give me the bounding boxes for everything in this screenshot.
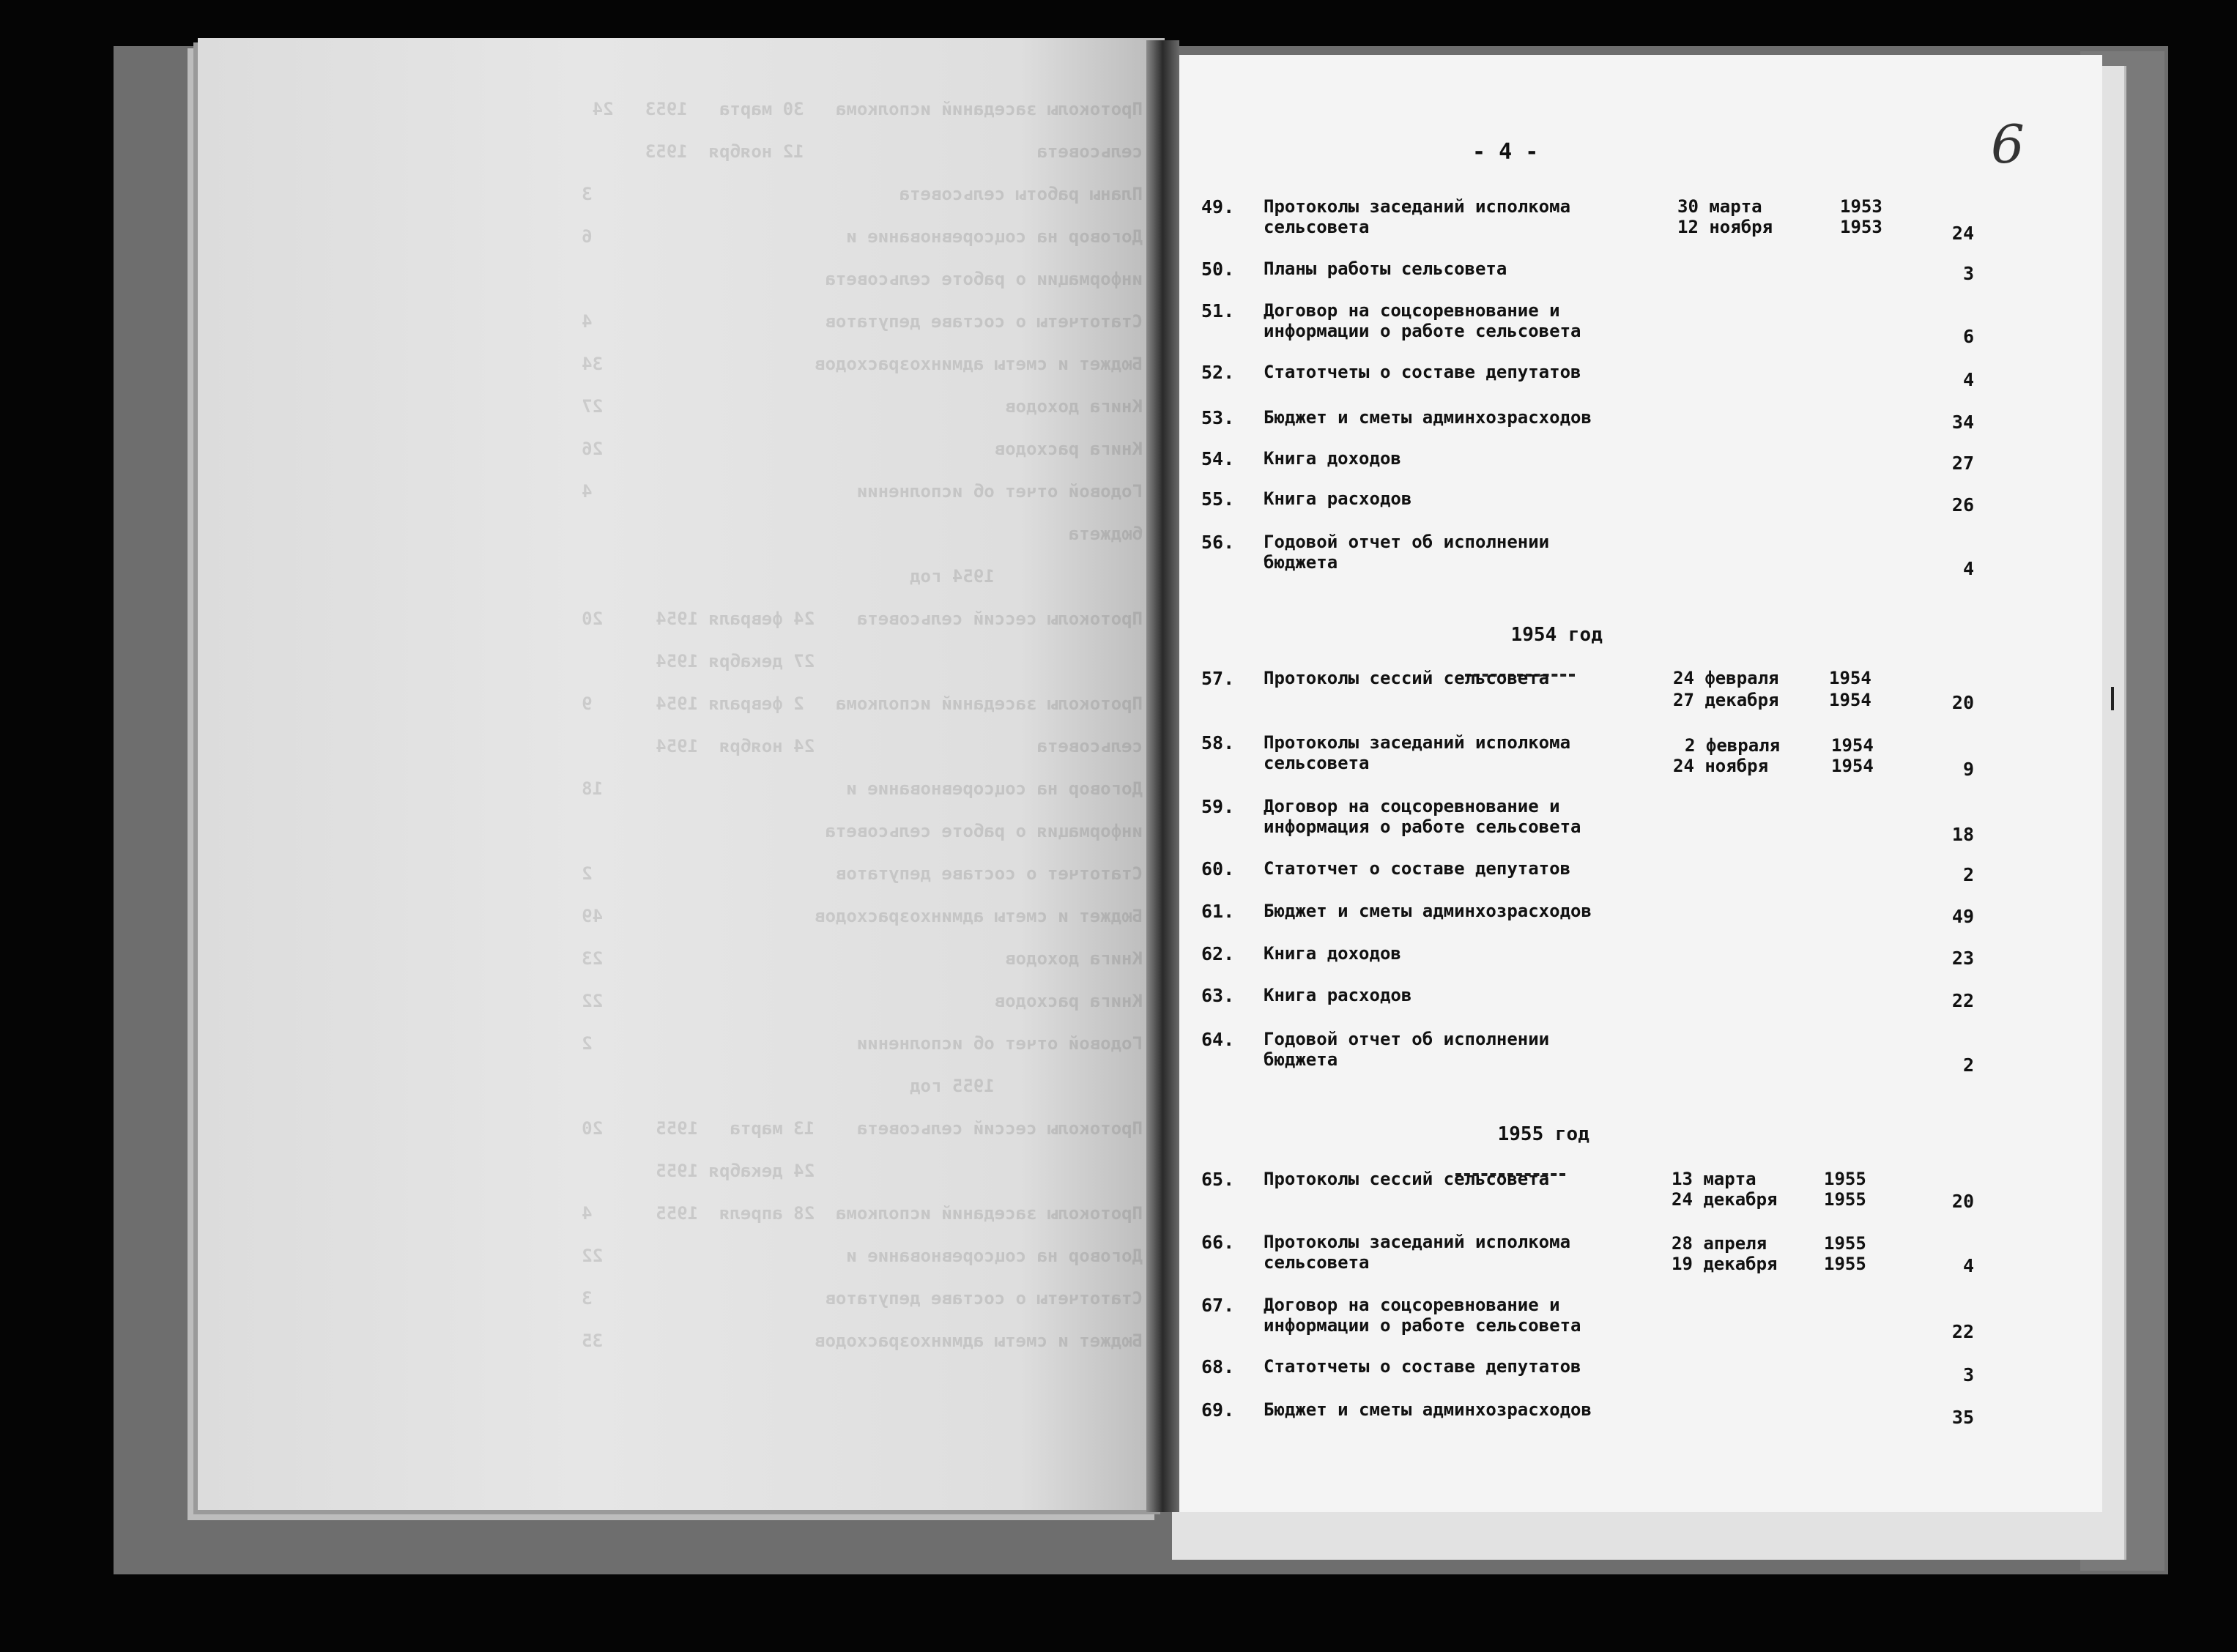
entry-number: 64.	[1201, 1029, 1235, 1050]
entry-date-end: 27 декабря	[1673, 690, 1779, 710]
entry-date-start: 30 марта	[1677, 196, 1762, 217]
entry-number: 59.	[1201, 796, 1235, 817]
entry-51	[0, 300, 2237, 347]
entry-68	[0, 1356, 2237, 1400]
entry-number: 60.	[1201, 858, 1235, 879]
entry-title: Годовой отчет об исполнении бюджета	[1264, 532, 1550, 573]
entry-sheet-count: 24	[1951, 223, 1974, 244]
entry-sheet-count: 4	[1962, 369, 1974, 390]
entry-64	[0, 1029, 2237, 1076]
entry-63	[0, 985, 2237, 1029]
entry-date-end: 19 декабря	[1672, 1254, 1778, 1274]
entry-65	[0, 1169, 2237, 1213]
entry-sheet-count: 27	[1951, 453, 1974, 474]
entry-title: Договор на соцсоревнование и информации о работе сельсовета	[1264, 300, 1581, 341]
entry-sheet-count: 20	[1951, 692, 1974, 713]
entry-title: Договор на соцсоревнование и информации о работе сельсовета	[1264, 1295, 1581, 1336]
entry-title: Протоколы заседаний исполкома сельсовета	[1264, 732, 1571, 773]
entry-62	[0, 943, 2237, 987]
entry-title: Бюджет и сметы админхозрасходов	[1264, 901, 1592, 921]
entry-number: 69.	[1201, 1399, 1235, 1421]
entry-title: Статотчеты о составе депутатов	[1264, 1356, 1581, 1377]
entry-date-start: 2 февраля	[1685, 735, 1781, 756]
entry-sheet-count: 6	[1962, 326, 1974, 347]
entry-number: 63.	[1201, 985, 1235, 1006]
entry-year-end: 1954	[1829, 690, 1871, 710]
entry-title: Книга расходов	[1264, 488, 1412, 509]
entry-60	[0, 858, 2237, 902]
entry-57	[0, 668, 2237, 712]
entry-title: Протоколы сессий сельсовета	[1264, 1169, 1550, 1189]
entry-number: 65.	[1201, 1169, 1235, 1190]
entry-53	[0, 407, 2237, 451]
entry-year-end: 1954	[1831, 756, 1874, 776]
entry-year-start: 1954	[1829, 668, 1871, 688]
entry-sheet-count: 4	[1962, 558, 1974, 579]
entry-61	[0, 901, 2237, 945]
entry-66	[0, 1232, 2237, 1276]
entry-sheet-count: 23	[1951, 948, 1974, 969]
entry-title: Бюджет и сметы админхозрасходов	[1264, 407, 1592, 428]
entry-title: Договор на соцсоревнование и информация о работе сельсовета	[1264, 796, 1581, 837]
entry-number: 66.	[1201, 1232, 1235, 1253]
entry-sheet-count: 20	[1951, 1191, 1974, 1212]
entry-number: 68.	[1201, 1356, 1235, 1377]
year-heading-label: 1955 год	[1497, 1123, 1589, 1145]
entry-year-end: 1953	[1840, 217, 1882, 237]
entry-year-start: 1954	[1831, 735, 1874, 756]
entry-title: Статотчет о составе депутатов	[1264, 858, 1571, 879]
entry-sheet-count: 22	[1951, 1321, 1974, 1342]
entry-54	[0, 448, 2237, 492]
entry-number: 57.	[1201, 668, 1235, 689]
entry-number: 53.	[1201, 407, 1235, 428]
entry-title: Планы работы сельсовета	[1264, 258, 1507, 279]
entry-date-start: 24 февраля	[1673, 668, 1779, 688]
entry-title: Протоколы заседаний исполкома сельсовета	[1264, 196, 1571, 237]
entry-date-end: 12 ноября	[1677, 217, 1773, 237]
entry-title: Бюджет и сметы админхозрасходов	[1264, 1399, 1592, 1420]
entry-sheet-count: 22	[1951, 990, 1974, 1011]
entry-sheet-count: 3	[1962, 1364, 1974, 1385]
entry-number: 51.	[1201, 300, 1235, 321]
entry-year-end: 1955	[1824, 1189, 1866, 1210]
entry-number: 54.	[1201, 448, 1235, 469]
entry-title: Годовой отчет об исполнении бюджета	[1264, 1029, 1550, 1070]
entry-number: 50.	[1201, 258, 1235, 280]
entry-title: Протоколы заседаний исполкома сельсовета	[1264, 1232, 1571, 1273]
entry-52	[0, 362, 2237, 406]
entry-sheet-count: 2	[1962, 1054, 1974, 1076]
entry-55	[0, 488, 2237, 532]
entry-sheet-count: 35	[1951, 1407, 1974, 1428]
entry-year-end: 1955	[1824, 1254, 1866, 1274]
entry-year-start: 1953	[1840, 196, 1882, 217]
entry-number: 58.	[1201, 732, 1235, 754]
entry-number: 52.	[1201, 362, 1235, 383]
entry-title: Книга доходов	[1264, 448, 1401, 469]
entry-number: 49.	[1201, 196, 1235, 217]
entry-title: Протоколы сессий сельсовета	[1264, 668, 1550, 688]
entry-sheet-count: 3	[1962, 263, 1974, 284]
entry-number: 61.	[1201, 901, 1235, 922]
entry-year-start: 1955	[1824, 1233, 1866, 1254]
entry-sheet-count: 49	[1951, 906, 1974, 927]
entry-sheet-count: 34	[1951, 412, 1974, 433]
entry-title: Статотчеты о составе депутатов	[1264, 362, 1581, 382]
entry-sheet-count: 18	[1951, 824, 1974, 845]
entry-title: Книга расходов	[1264, 985, 1412, 1005]
entry-title: Книга доходов	[1264, 943, 1401, 964]
entry-67	[0, 1295, 2237, 1342]
entry-number: 62.	[1201, 943, 1235, 964]
entry-year-start: 1955	[1824, 1169, 1866, 1189]
page-number: - 4 -	[1472, 139, 1539, 165]
entry-50	[0, 258, 2237, 302]
entry-number: 55.	[1201, 488, 1235, 510]
entry-56	[0, 532, 2237, 579]
left-page-bleedthrough: Протоколы заседаний исполкома 30 марта 1953 24 сельсовета 12 ноября 1953 Планы работы сельсовета 3 Договор на соцсоревнование и 6 информации о работе сельсовета Статотчеты о составе депутатов 4 Бюджет и сметы админхозрасходов 34 Книга доходов 27 Книга расходов 26 Годовой отчет об исполнении 4 бюджета 1954 год Протоколы сессий сельсовета 24 февраля 1954 20 27 декабря 1954 Протоколы заседаний исполкома 2 февраля 1954 9 сельсовета 24 ноября 1954 Договор на соцсоревнование и 18 информация о работе сельсовета Статотчет о составе депутатов 2 Бюджет и сметы админхозрасходов 49 Книга доходов 23 Книга расходов 22 Годовой отчет об исполнении 2 1955 год Протоколы сессий сельсовета 13 марта 1955 20 24 декабря 1955 Протоколы заседаний исполкома 28 апреля 1955 4 Договор на соцсоревнование и 22 Статотчеты о составе депутатов 3 Бюджет и сметы админхозрасходов 35	[582, 99, 1143, 1351]
entry-49	[0, 196, 2237, 244]
entry-sheet-count: 9	[1962, 759, 1974, 780]
entry-date-start: 28 апреля	[1672, 1233, 1767, 1254]
entry-date-start: 13 марта	[1672, 1169, 1756, 1189]
entry-date-end: 24 ноября	[1673, 756, 1769, 776]
entry-sheet-count: 2	[1962, 864, 1974, 885]
year-heading-label: 1954 год	[1510, 624, 1603, 646]
entry-sheet-count: 26	[1951, 494, 1974, 516]
handwritten-sheet-number: 6	[1991, 114, 2025, 175]
entry-59	[0, 796, 2237, 845]
entry-sheet-count: 4	[1962, 1255, 1974, 1276]
entry-number: 67.	[1201, 1295, 1235, 1316]
entry-number: 56.	[1201, 532, 1235, 553]
entry-69	[0, 1399, 2237, 1443]
entry-date-end: 24 декабря	[1672, 1189, 1778, 1210]
entry-58	[0, 732, 2237, 780]
